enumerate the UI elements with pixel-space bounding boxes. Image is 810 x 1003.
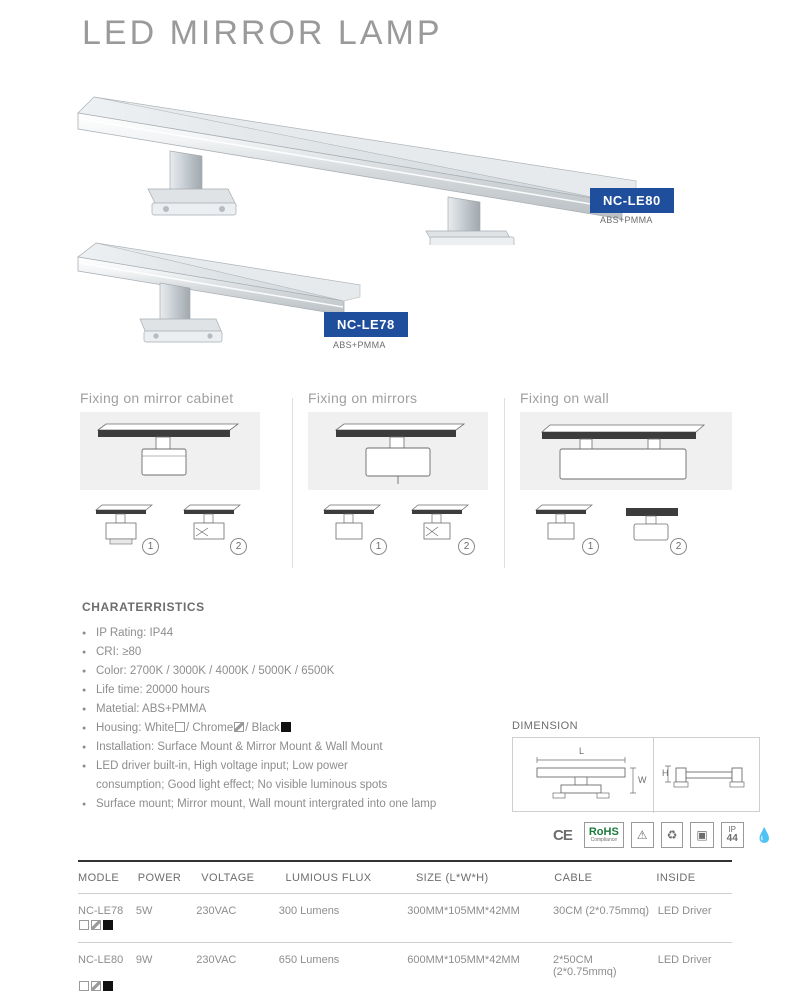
fixing-illustration-wall [520, 412, 732, 490]
cell-flux: 650 Lumens [278, 954, 340, 966]
product-badge-nc-le80: NC-LE80 [590, 188, 674, 213]
color-swatch-black-icon [103, 920, 113, 930]
table-header-row [78, 862, 732, 893]
color-swatch-white-icon [79, 981, 89, 991]
dimension-label: DIMENSION [512, 720, 578, 732]
fixing-title-wall: Fixing on wall [520, 390, 610, 406]
dimension-mark-l: L [579, 746, 585, 756]
characteristics-heading: CHARATERRISTICS [82, 600, 205, 614]
cell-size: 300MM*105MM*42MM [407, 905, 520, 917]
fixing-step-number: 1 [142, 538, 159, 555]
dimension-diagram [512, 737, 760, 812]
cell-voltage: 230VAC [196, 905, 237, 917]
waterdrop-mark-icon: 💧 [755, 826, 774, 843]
warning-mark-icon: ⚠ [631, 822, 654, 848]
spec-table [78, 862, 732, 893]
page-title: LED MIRROR LAMP [82, 14, 443, 52]
housing-label-mid: / Chrome [185, 722, 234, 734]
color-swatch-white-icon [79, 920, 89, 930]
fixing-step-number: 2 [230, 538, 247, 555]
rohs-mark-icon [584, 822, 624, 848]
housing-label: Housing: White [96, 722, 174, 734]
product-material-nc-le78: ABS+PMMA [333, 340, 386, 350]
fixing-step-number: 2 [670, 538, 687, 555]
color-swatch-chrome-icon [91, 981, 101, 991]
table-header-cable: CABLE [554, 872, 593, 884]
dimension-section [512, 720, 760, 812]
spec-table-body [78, 894, 732, 942]
table-header-inside: INSIDE [656, 872, 696, 884]
characteristic-mount-integration: ● Surface mount; Mirror mount, Wall mount intergrated into one lamp [82, 795, 502, 814]
section-divider [292, 398, 293, 568]
cell-size: 600MM*105MM*42MM [407, 954, 520, 966]
cell-inside: LED Driver [657, 905, 712, 917]
cell-inside: LED Driver [657, 954, 712, 966]
table-header-power: POWER [137, 872, 182, 884]
fixing-steps-wall [520, 498, 725, 570]
characteristic-material: ● Matetial: ABS+PMMA [82, 700, 502, 719]
color-swatch-black-icon [281, 722, 291, 732]
characteristics-section [82, 600, 502, 814]
table-header-size: SIZE (L*W*H) [415, 872, 489, 884]
recycle-mark-icon: ♻ [661, 822, 684, 848]
fixing-illustration-mirror-cabinet [80, 412, 260, 490]
rohs-sub-label: Compliance [590, 837, 618, 843]
table-header-voltage: VOLTAGE [201, 872, 255, 884]
fixing-methods-section [80, 390, 730, 575]
fixing-column-mirror-cabinet [80, 390, 285, 575]
fixing-step-number: 1 [582, 538, 599, 555]
fixing-column-wall [520, 390, 725, 575]
certification-marks [548, 822, 778, 848]
fixing-steps-mirror-cabinet [80, 498, 285, 570]
fixing-title-mirror-cabinet: Fixing on mirror cabinet [80, 390, 234, 406]
characteristic-led-driver-cont: consumption; Good light effect; No visible luminous spots [96, 779, 388, 791]
characteristic-housing [82, 719, 502, 738]
product-image-nc-le78 [70, 235, 390, 355]
characteristic-cri: ● CRI: ≥80 [82, 643, 502, 662]
table-header-modle: MODLE [78, 872, 120, 884]
product-image-nc-le80 [70, 85, 650, 245]
ip-value: 44 [726, 833, 738, 844]
cell-modle: NC-LE80 [78, 954, 124, 966]
characteristic-color: ● Color: 2700K / 3000K / 4000K / 5000K / 6500K [82, 662, 502, 681]
characteristic-installation: ● Installation: Surface Mount & Mirror Mount & Wall Mount [82, 738, 502, 757]
color-swatch-chrome-icon [234, 722, 244, 732]
product-badge-nc-le78: NC-LE78 [324, 312, 408, 337]
fixing-step-number: 1 [370, 538, 387, 555]
fixing-steps-mirrors [308, 498, 513, 570]
cell-power: 9W [135, 954, 153, 966]
cell-power: 5W [135, 905, 153, 917]
cell-voltage: 230VAC [196, 954, 237, 966]
spec-table-body-2 [78, 943, 732, 1003]
ce-mark-icon: CE [553, 826, 572, 844]
cell-modle: NC-LE78 [78, 905, 124, 917]
table-row [78, 894, 732, 920]
fixing-column-mirrors [308, 390, 513, 575]
cell-cable: 2*50CM (2*0.75mmq) [553, 954, 617, 978]
table-header-lumious-flux: LUMIOUS FLUX [285, 872, 372, 884]
fixing-illustration-mirrors [308, 412, 488, 490]
table-row [78, 943, 732, 981]
ip-rating-mark-icon [721, 822, 744, 848]
rohs-label: RoHS [588, 826, 619, 838]
spec-table-section [78, 860, 732, 1003]
characteristic-life-time: ● Life time: 20000 hours [82, 681, 502, 700]
fixing-step-number: 2 [458, 538, 475, 555]
ip-label: IP [728, 825, 737, 834]
cell-empty [136, 920, 732, 942]
hero-product-images [0, 60, 810, 360]
fixing-title-mirrors: Fixing on mirrors [308, 390, 418, 406]
characteristics-list [82, 624, 502, 814]
cell-cable: 30CM (2*0.75mmq) [553, 905, 649, 917]
class-mark-icon: ▣ [690, 822, 713, 848]
color-swatch-black-icon [103, 981, 113, 991]
cell-color-swatches [78, 920, 136, 942]
characteristic-led-driver: ● LED driver built-in, High voltage input; Low power [82, 757, 502, 776]
product-material-nc-le80: ABS+PMMA [600, 215, 653, 225]
housing-label-end: / Black [245, 722, 280, 734]
color-swatch-chrome-icon [91, 920, 101, 930]
color-swatch-white-icon [175, 722, 185, 732]
dimension-mark-h: H [662, 768, 669, 778]
table-row-swatches [78, 920, 732, 942]
characteristic-ip-rating: ● IP Rating: IP44 [82, 624, 502, 643]
cell-flux: 300 Lumens [278, 905, 340, 917]
dimension-mark-w: W [638, 775, 647, 785]
